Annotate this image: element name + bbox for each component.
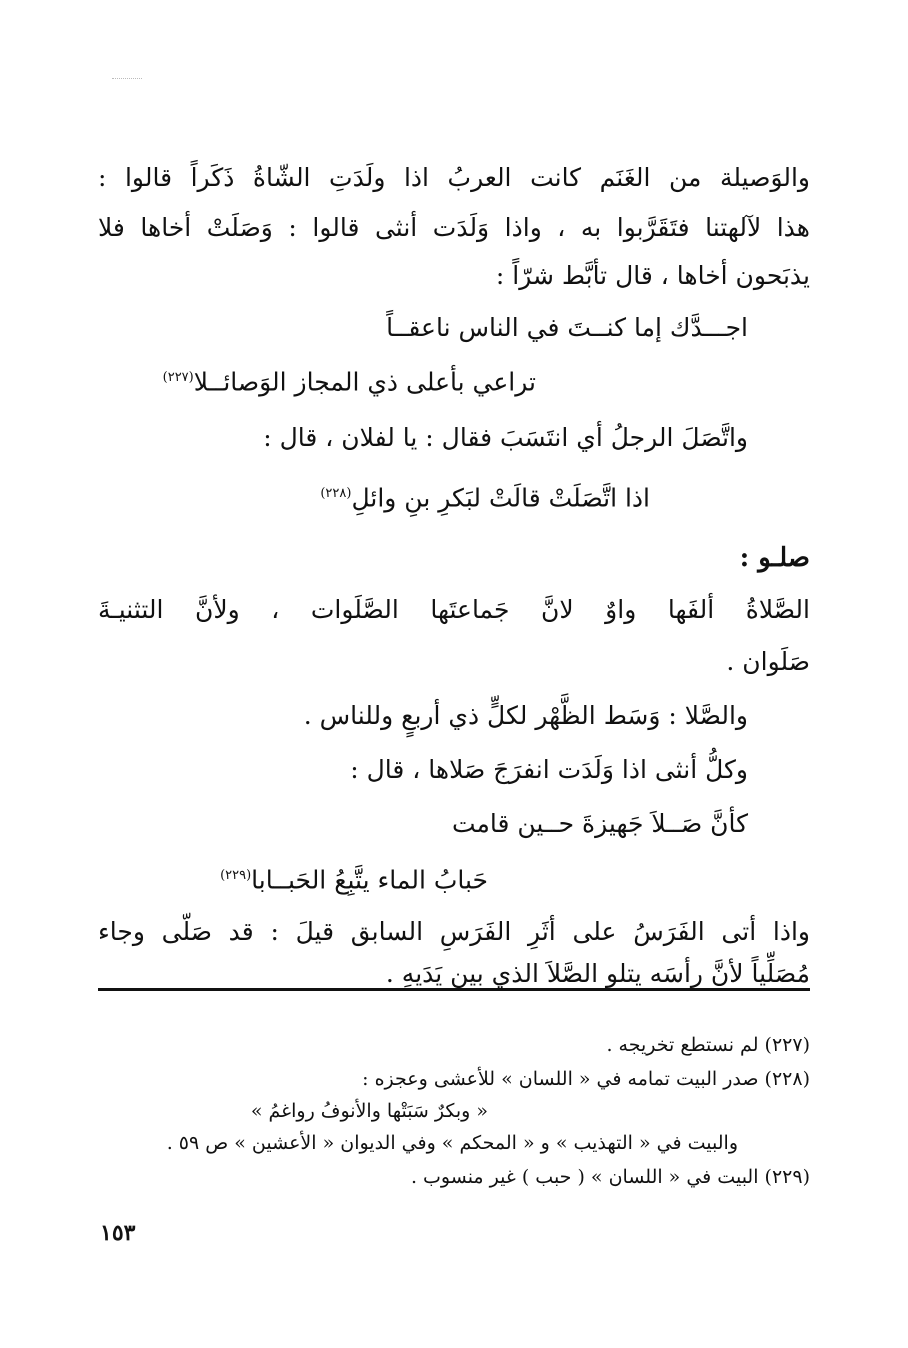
scan-speck (112, 78, 142, 81)
verse-text: اذا اتَّصَلَتْ قالَتْ لبَكرِ بنِ وائلِ (351, 483, 650, 513)
text-line: مُصَلِّياً لأنَّ رأسَه يتلو الصَّلاَ الذي بين يَدَيهِ . (385, 959, 810, 988)
footnote: (٢٢٩) البيت في « اللسان » ( حبب ) غير منسوب . (410, 1166, 810, 1188)
verse-line (220, 856, 488, 900)
verse-line (163, 358, 536, 402)
footnote: والبيت في « التهذيب » و « المحكم » وفي الديوان « الأعشين » ص ٥٩ . (166, 1132, 738, 1154)
footnote-ref: (٢٢٩) (220, 868, 252, 883)
text-line: واذا أتى الفَرَسُ على أثَرِ الفَرَسِ السابق قيلَ : قد صَلّى وجاء (98, 917, 810, 946)
verse-text: حَبابُ الماء يتَّبِعُ الحَبــابا (251, 865, 488, 895)
text-line: وكلُّ أنثى اذا وَلَدَت انفرَجَ صَلاها ، قال : (350, 755, 748, 784)
text-line: يذبَحون أخاها ، قال تأبَّط شرّاً : (495, 261, 810, 290)
verse-line: اجـــدَّك إما كنــتَ في الناس ناعقــاً (386, 313, 748, 342)
verse-line (320, 474, 650, 518)
page-number: ١٥٣ (100, 1220, 136, 1246)
text-line: واتَّصَلَ الرجلُ أي انتَسَبَ فقال : يا لفلان ، قال : (263, 423, 748, 452)
footnote: (٢٢٧) لم نستطع تخريجه . (606, 1034, 810, 1056)
footnote: (٢٢٨) صدر البيت تمامه في « اللسان » للأعشى وعجزه : (362, 1068, 810, 1090)
verse-text: تراعي بأعلى ذي المجاز الوَصائــلا (193, 367, 536, 397)
footnote-ref: (٢٢٨) (320, 486, 352, 501)
text-line: صَلَوان . (726, 647, 810, 676)
text-line: الصَّلاةُ ألفَها واوٌ لانَّ جَماعتَها الصَّلَوات ، ولأنَّ التثنيـةَ (98, 595, 810, 624)
footnote-ref: (٢٢٧) (162, 370, 194, 385)
verse-line: كأنَّ صَــلاَ جَهيزةَ حــين قامت (451, 809, 748, 838)
text-line: هذا لآلهتنا فتَقَرَّبوا به ، واذا وَلَدَت أنثى قالوا : وَصَلَتْ أخاها فلا (98, 213, 810, 242)
footnote: « وبكرٌ سَبَتْها والأنوفُ رواغمُ » (250, 1100, 488, 1122)
text-line: والوَصيلة من الغَنَم كانت العربُ اذا ولَدَتِ الشّاةُ ذَكَراً قالوا : (98, 163, 810, 192)
footnote-divider (98, 988, 810, 991)
section-heading: صلـو : (739, 543, 810, 573)
text-line: والصَّلا : وَسَط الظَّهْر لكلٍّ ذي أربعٍ وللناس . (303, 701, 748, 730)
